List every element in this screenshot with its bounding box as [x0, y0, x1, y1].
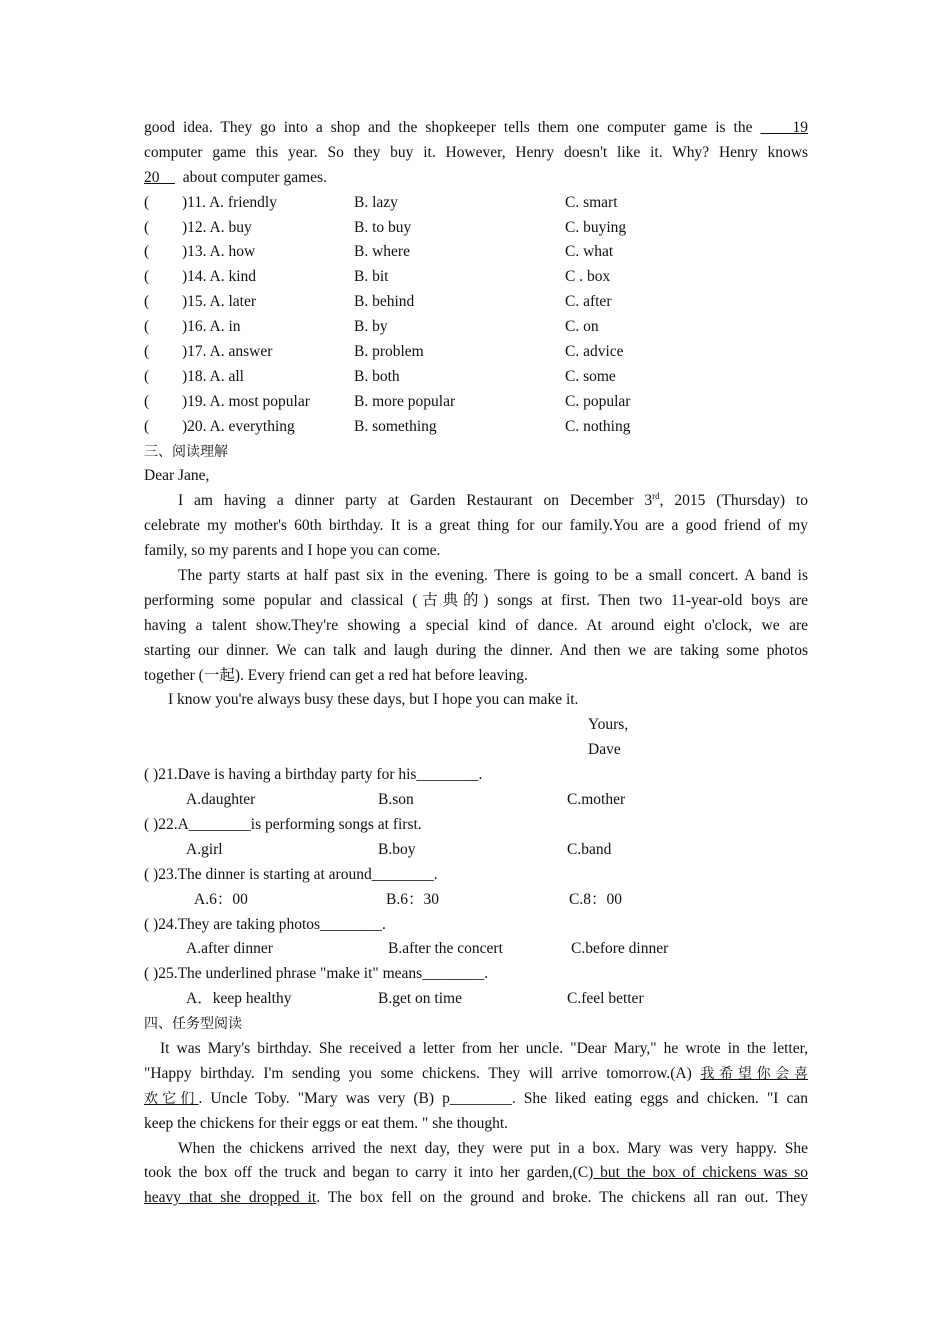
option-c: C.before dinner — [571, 940, 669, 958]
cloze-question-row — [144, 365, 808, 390]
question-option-a: )12. A. buy — [182, 218, 252, 236]
question-option-c: C. after — [565, 293, 612, 311]
reading-question-options — [144, 788, 808, 813]
question-option-a: )14. A. kind — [182, 268, 257, 286]
worksheet-page — [144, 116, 808, 1211]
letter-p2-line3: having a talent show.They're showing a special kind of dance. At around eight o'clock, we are — [144, 616, 808, 634]
answer-paren: ( — [144, 343, 150, 361]
cloze-question-row — [144, 265, 808, 290]
question-option-b: B. by — [354, 318, 388, 336]
option-b: B.after the concert — [388, 940, 503, 958]
question-option-a: )20. A. everything — [182, 417, 295, 435]
task-line-7: heavy that she dropped it. The box fell on the ground and broke. The chickens all ran out. They — [144, 1189, 808, 1207]
option-c: C.band — [567, 840, 612, 858]
task-line-6: took the box off the truck and began to carry it into her garden,(C) but the box of chickens was so — [144, 1164, 808, 1182]
question-option-c: C. buying — [565, 218, 627, 236]
reading-question-stem: ( )23.The dinner is starting at around________. — [144, 865, 438, 883]
question-option-b: B. bit — [354, 268, 389, 286]
option-a: A.daughter — [186, 791, 256, 809]
option-a: A.6：00 — [194, 890, 248, 908]
question-option-a: )16. A. in — [182, 318, 241, 336]
section-3-heading: 三、阅读理解 — [144, 443, 228, 460]
task-line-2: "Happy birthday. I'm sending you some chickens. They will arrive tomorrow.(A) 我希望你会喜 — [144, 1064, 809, 1082]
cloze-question-row — [144, 340, 808, 365]
reading-question-options — [144, 987, 808, 1012]
letter-p1-line1: I am having a dinner party at Garden Restaurant on December 3rd, 2015 (Thursday) to — [178, 491, 809, 510]
question-option-c: C. advice — [565, 343, 624, 361]
answer-paren: ( — [144, 193, 150, 211]
option-b: B.6：30 — [386, 890, 439, 908]
answer-paren: ( — [144, 268, 150, 286]
reading-question-options — [144, 888, 808, 913]
question-option-b: B. problem — [354, 343, 424, 361]
letter-signature: Dave — [588, 741, 621, 759]
question-option-c: C. nothing — [565, 417, 631, 435]
option-a: A．keep healthy — [186, 990, 292, 1008]
reading-question-options — [144, 838, 808, 863]
reading-question-stem: ( )25.The underlined phrase "make it" means________. — [144, 965, 489, 983]
blank-19: 19 — [792, 119, 808, 136]
question-option-a: )18. A. all — [182, 367, 244, 385]
option-b: B.son — [378, 791, 414, 809]
question-option-a: )17. A. answer — [182, 343, 273, 361]
letter-greeting: Dear Jane, — [144, 467, 210, 485]
answer-paren: ( — [144, 218, 150, 236]
reading-question-options — [144, 937, 808, 962]
reading-question-stem: ( )21.Dave is having a birthday party for his________. — [144, 766, 483, 784]
reading-question-list — [144, 763, 808, 1012]
question-option-c: C. on — [565, 318, 599, 336]
letter-p2-line2: performing some popular and classical (古典的) songs at first. Then two 11-year-old boys are — [144, 591, 808, 609]
answer-paren: ( — [144, 293, 150, 311]
option-a: A.after dinner — [186, 940, 273, 958]
task-line-4: keep the chickens for their eggs or eat them. " she thought. — [144, 1114, 509, 1132]
question-option-c: C. smart — [565, 193, 618, 211]
cloze-question-row — [144, 415, 808, 440]
question-option-a: )11. A. friendly — [182, 193, 277, 211]
option-a: A.girl — [186, 840, 223, 858]
question-option-c: C. popular — [565, 392, 631, 410]
answer-paren: ( — [144, 367, 150, 385]
reading-question-stem: ( )24.They are taking photos________. — [144, 915, 386, 933]
question-option-b: B. something — [354, 417, 437, 435]
letter-p2-line1: The party starts at half past six in the evening. There is going to be a small concert. A band is — [178, 567, 808, 585]
question-option-b: B. behind — [354, 293, 415, 311]
cloze-question-row — [144, 216, 808, 241]
question-option-c: C . box — [565, 268, 611, 286]
question-option-a: )13. A. how — [182, 243, 256, 261]
cloze-question-list — [144, 191, 808, 440]
section-4-heading: 四、任务型阅读 — [144, 1016, 242, 1033]
cloze-question-row — [144, 315, 808, 340]
letter-closing: Yours, — [588, 716, 629, 734]
option-b: B.get on time — [378, 990, 462, 1008]
cloze-question-row — [144, 191, 808, 216]
task-line-5: When the chickens arrived the next day, they were put in a box. Mary was very happy. She — [178, 1139, 808, 1157]
letter-p1-line2: celebrate my mother's 60th birthday. It is a great thing for our family.You are a good friend of my — [144, 517, 808, 535]
answer-paren: ( — [144, 392, 150, 410]
answer-paren: ( — [144, 417, 150, 435]
letter-p2-line5: together (一起). Every friend can get a red hat before leaving. — [144, 666, 528, 684]
question-option-b: B. more popular — [354, 392, 456, 410]
option-b: B.boy — [378, 840, 416, 858]
answer-paren: ( — [144, 243, 150, 261]
question-option-b: B. lazy — [354, 193, 398, 211]
letter-p1-line3: family, so my parents and I hope you can come. — [144, 542, 441, 560]
option-c: C.feel better — [567, 990, 644, 1008]
cloze-line-3: 20 about computer games. — [144, 168, 327, 186]
cloze-question-row — [144, 390, 808, 415]
cloze-line-1: good idea. They go into a shop and the shopkeeper tells them one computer game is the 19 — [144, 119, 808, 136]
question-option-b: B. where — [354, 243, 410, 261]
question-option-b: B. to buy — [354, 218, 412, 236]
cloze-line-2: computer game this year. So they buy it. However, Henry doesn't like it. Why? Henry knows — [144, 143, 808, 161]
answer-paren: ( — [144, 318, 150, 336]
letter-p2-line4: starting our dinner. We can talk and laugh during the dinner. And then we are taking some photos — [144, 641, 808, 659]
question-option-a: )15. A. later — [182, 293, 257, 311]
blank-20: 20 — [144, 168, 160, 186]
task-line-3: 欢它们. Uncle Toby. "Mary was very (B) p________. She liked eating eggs and chicken. "I can — [144, 1089, 809, 1107]
question-option-c: C. some — [565, 367, 616, 385]
cloze-question-row — [144, 240, 808, 265]
question-option-a: )19. A. most popular — [182, 392, 310, 410]
option-c: C.mother — [567, 791, 626, 809]
reading-question-stem: ( )22.A________is performing songs at first. — [144, 815, 422, 833]
question-option-b: B. both — [354, 367, 400, 385]
cloze-question-row — [144, 290, 808, 315]
task-line-1: It was Mary's birthday. She received a letter from her uncle. "Dear Mary," he wrote in the letter, — [160, 1039, 808, 1057]
option-c: C.8：00 — [569, 890, 622, 908]
letter-p3: I know you're always busy these days, but I hope you can make it. — [168, 691, 579, 709]
question-option-c: C. what — [565, 243, 614, 261]
